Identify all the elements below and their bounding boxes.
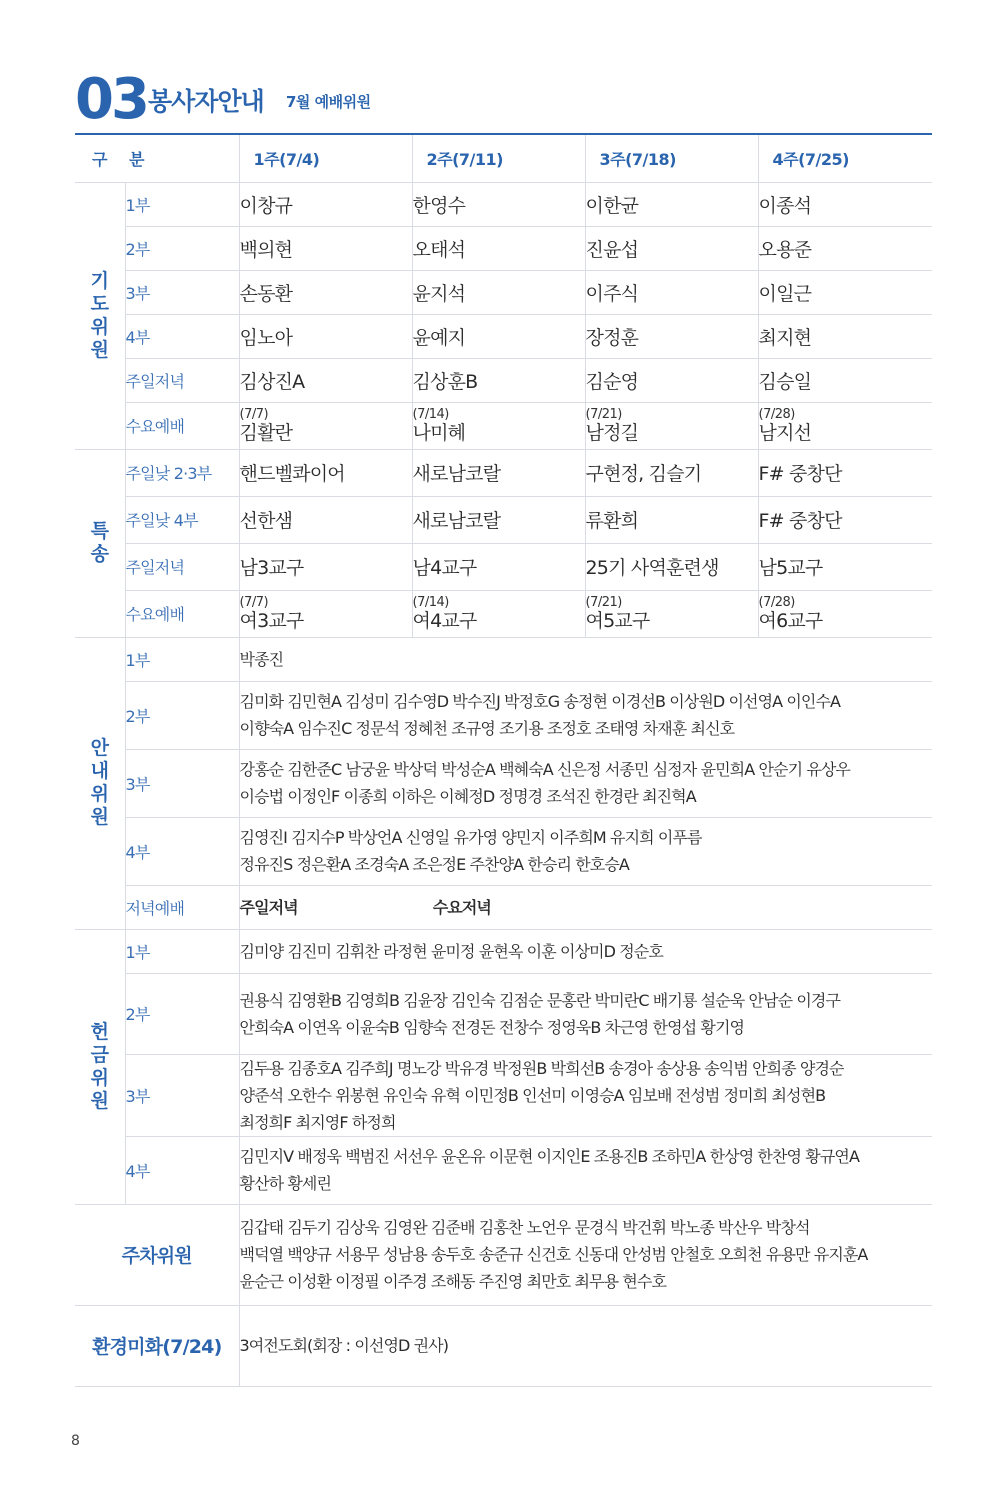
row-label: 수요예배 — [125, 590, 239, 637]
name-cell: 손동환 — [239, 270, 412, 314]
group-label-offering — [75, 929, 125, 1204]
name-text: 여5교구 — [585, 609, 650, 632]
name-cell: 남3교구 — [239, 543, 412, 590]
name-cell: 이한균 — [585, 182, 758, 226]
wednesday-evening-label: 수요저녁 — [432, 897, 491, 917]
group-label-char: 안 — [90, 737, 109, 759]
name-cell — [239, 402, 412, 449]
name-text: 여4교구 — [412, 609, 477, 632]
row-label: 주일저녁 — [125, 543, 239, 590]
group-label-char: 원 — [90, 806, 109, 828]
row-label: 3부 — [125, 749, 239, 817]
name-cell: 최지현 — [758, 314, 932, 358]
row-label: 수요예배 — [125, 402, 239, 449]
week-4-header: 4주(7/25) — [758, 135, 932, 182]
names-line: 김갑태 김두기 김상욱 김영완 김준배 김홍찬 노언우 문경식 박건휘 박노종 박산우 박창석 — [239, 1218, 810, 1237]
name-cell: 김순영 — [585, 358, 758, 402]
parking-label: 주차위원 — [75, 1204, 239, 1305]
table-row — [75, 314, 932, 358]
group-label-char: 위 — [90, 315, 109, 338]
date-label: (7/21) — [585, 594, 622, 610]
names-cell — [239, 885, 932, 929]
row-label: 1부 — [125, 182, 239, 226]
names-line: 백덕열 백양규 서용무 성남용 송두호 송준규 신건호 신동대 안성범 안철호 오희천 유용만 유지훈A — [239, 1245, 868, 1264]
date-label: (7/14) — [412, 406, 449, 422]
name-cell: 남4교구 — [412, 543, 585, 590]
names-line: 박종진 — [239, 649, 284, 669]
name-cell: 임노아 — [239, 314, 412, 358]
date-label: (7/21) — [585, 406, 622, 422]
name-text: 남정길 — [585, 421, 639, 444]
names-cell — [239, 681, 932, 749]
environment-label: 환경미화(7/24) — [75, 1305, 239, 1386]
name-text: 남지선 — [758, 421, 812, 444]
group-label-char: 헌 — [90, 1020, 109, 1043]
name-cell: 이주식 — [585, 270, 758, 314]
row-label: 3부 — [125, 1054, 239, 1136]
table-row — [75, 973, 932, 1054]
group-label-char: 원 — [90, 1089, 109, 1112]
name-cell: 김승일 — [758, 358, 932, 402]
name-cell: 장정훈 — [585, 314, 758, 358]
row-label: 주일낮 4부 — [125, 496, 239, 543]
week-2-header: 2주(7/11) — [412, 135, 585, 182]
table-header-row — [75, 135, 932, 182]
row-label: 2부 — [125, 681, 239, 749]
row-label: 저녁예배 — [125, 885, 239, 929]
sunday-evening-label: 주일저녁 — [239, 897, 298, 917]
week-3-header: 3주(7/18) — [585, 135, 758, 182]
name-cell — [758, 590, 932, 637]
group-label-special — [75, 449, 125, 637]
names-cell — [239, 929, 932, 973]
table-row — [75, 543, 932, 590]
names-cell — [239, 1204, 932, 1305]
row-label: 3부 — [125, 270, 239, 314]
name-cell: 이창규 — [239, 182, 412, 226]
table-row — [75, 496, 932, 543]
name-cell: 한영수 — [412, 182, 585, 226]
date-label: (7/7) — [239, 594, 269, 610]
table-row — [75, 749, 932, 817]
group-label-char: 특 — [90, 520, 109, 542]
table-row — [75, 270, 932, 314]
week-1-header: 1주(7/4) — [239, 135, 412, 182]
names-line: 김미화 김민현A 김성미 김수영D 박수진J 박정호G 송정현 이경선B 이상원D 이선영A 이인수A — [239, 692, 841, 711]
names-line: 안희숙A 이연옥 이윤숙B 임향숙 전경돈 전창수 정영욱B 차근영 한영섭 황기영 — [239, 1017, 745, 1037]
name-cell: 오태석 — [412, 226, 585, 270]
section-subtitle: 7월 예배위원 — [286, 93, 371, 111]
name-cell: 류환희 — [585, 496, 758, 543]
name-cell: F# 중창단 — [758, 449, 932, 496]
names-cell — [239, 973, 932, 1054]
name-cell: 새로남코랄 — [412, 496, 585, 543]
name-cell: 25기 사역훈련생 — [585, 543, 758, 590]
table-row — [75, 449, 932, 496]
group-label-char: 위 — [90, 783, 109, 805]
name-cell: 김상진A — [239, 358, 412, 402]
table-row — [75, 1054, 932, 1136]
name-cell — [585, 402, 758, 449]
name-cell: 핸드벨콰이어 — [239, 449, 412, 496]
row-label: 1부 — [125, 929, 239, 973]
table-row — [75, 182, 932, 226]
date-label: (7/28) — [758, 406, 795, 422]
names-cell — [239, 749, 932, 817]
row-label: 2부 — [125, 973, 239, 1054]
names-cell — [239, 1136, 932, 1204]
table-row — [75, 358, 932, 402]
row-label: 4부 — [125, 817, 239, 885]
table-row — [75, 1136, 932, 1204]
names-line: 김두용 김종호A 김주희J 명노강 박유경 박정원B 박희선B 송경아 송상용 송익범 안희종 양경순 — [239, 1058, 844, 1078]
page-number: 8 — [71, 1433, 80, 1449]
row-label: 4부 — [125, 314, 239, 358]
environment-text: 3여전도회(회장 : 이선영D 권사) — [239, 1305, 932, 1386]
group-label-char: 기 — [90, 269, 109, 292]
name-cell: 김상훈B — [412, 358, 585, 402]
name-cell — [758, 402, 932, 449]
table-row — [75, 590, 932, 637]
table-row — [75, 817, 932, 885]
group-label-usher — [75, 637, 125, 929]
group-label-char: 내 — [90, 760, 109, 782]
name-cell: 새로남코랄 — [412, 449, 585, 496]
names-line: 김영진I 김지수P 박상언A 신영일 유가영 양민지 이주희M 유지희 이푸름 — [239, 828, 702, 847]
name-text: 김활란 — [239, 421, 293, 444]
section-title: 봉사자안내 — [148, 87, 264, 116]
name-cell: 이종석 — [758, 182, 932, 226]
volunteer-table — [75, 135, 932, 1387]
names-line: 정유진S 정은환A 조경숙A 조은정E 주찬양A 한승리 한호승A — [239, 855, 629, 874]
row-label: 주일낮 2·3부 — [125, 449, 239, 496]
name-cell: 구현정, 김슬기 — [585, 449, 758, 496]
name-cell — [239, 590, 412, 637]
table-row — [75, 402, 932, 449]
group-label-prayer — [75, 182, 125, 449]
date-label: (7/14) — [412, 594, 449, 610]
row-label: 2부 — [125, 226, 239, 270]
page-header — [75, 67, 932, 132]
table-row — [75, 681, 932, 749]
row-label: 1부 — [125, 637, 239, 681]
names-line: 윤순근 이성환 이정필 이주경 조해동 주진영 최만호 최무용 현수호 — [239, 1272, 667, 1291]
row-label: 4부 — [125, 1136, 239, 1204]
name-cell — [585, 590, 758, 637]
name-cell — [412, 590, 585, 637]
names-cell — [239, 1054, 932, 1136]
names-line: 권용식 김영환B 김영희B 김윤장 김인숙 김점순 문홍란 박미란C 배기룡 설순욱 안남순 이경구 — [239, 990, 841, 1010]
category-header: 구 분 — [75, 135, 239, 182]
names-line: 양준석 오한수 위봉현 유인숙 유혁 이민정B 인선미 이영승A 임보배 전성범 정미희 최성현B — [239, 1085, 826, 1105]
group-label-char: 위 — [90, 1066, 109, 1089]
names-line: 최정희F 최지영F 하정희 — [239, 1112, 396, 1132]
date-label: (7/7) — [239, 406, 269, 422]
table-row — [75, 1305, 932, 1386]
name-cell: 남5교구 — [758, 543, 932, 590]
table-row — [75, 637, 932, 681]
names-line: 이향숙A 임수진C 정문석 정혜천 조규영 조기용 조정호 조태영 차재훈 최신호 — [239, 719, 735, 738]
names-cell — [239, 637, 932, 681]
name-cell: 이일근 — [758, 270, 932, 314]
name-cell: 윤지석 — [412, 270, 585, 314]
name-text: 나미혜 — [412, 421, 466, 444]
names-line: 강홍순 김한준C 남궁윤 박상덕 박성순A 백혜숙A 신은정 서종민 심정자 윤민희A 안순기 유상우 — [239, 760, 850, 779]
names-line: 김민지V 배정욱 백범진 서선우 윤온유 이문현 이지인E 조용진B 조하민A 한상영 한찬영 황규연A — [239, 1147, 859, 1166]
group-label-char: 금 — [90, 1043, 109, 1066]
names-line: 이승법 이정인F 이종희 이하은 이혜정D 정명경 조석진 한경란 최진혁A — [239, 787, 696, 806]
group-label-char: 원 — [90, 338, 109, 361]
name-cell: F# 중창단 — [758, 496, 932, 543]
name-text: 여3교구 — [239, 609, 304, 632]
table-row — [75, 929, 932, 973]
name-cell: 진윤섭 — [585, 226, 758, 270]
names-line: 황산하 황세린 — [239, 1174, 332, 1193]
name-cell: 백의현 — [239, 226, 412, 270]
table-row — [75, 1204, 932, 1305]
row-label: 주일저녁 — [125, 358, 239, 402]
name-cell — [412, 402, 585, 449]
name-cell: 윤예지 — [412, 314, 585, 358]
table-row — [75, 885, 932, 929]
names-line: 김미양 김진미 김휘찬 라정현 윤미정 윤현옥 이훈 이상미D 정순호 — [239, 941, 663, 961]
names-cell — [239, 817, 932, 885]
name-cell: 선한샘 — [239, 496, 412, 543]
table-row — [75, 226, 932, 270]
name-cell: 오용준 — [758, 226, 932, 270]
group-label-char: 송 — [90, 543, 109, 565]
group-label-char: 도 — [90, 292, 109, 315]
section-number: 03 — [75, 67, 147, 132]
date-label: (7/28) — [758, 594, 795, 610]
name-text: 여6교구 — [758, 609, 823, 632]
